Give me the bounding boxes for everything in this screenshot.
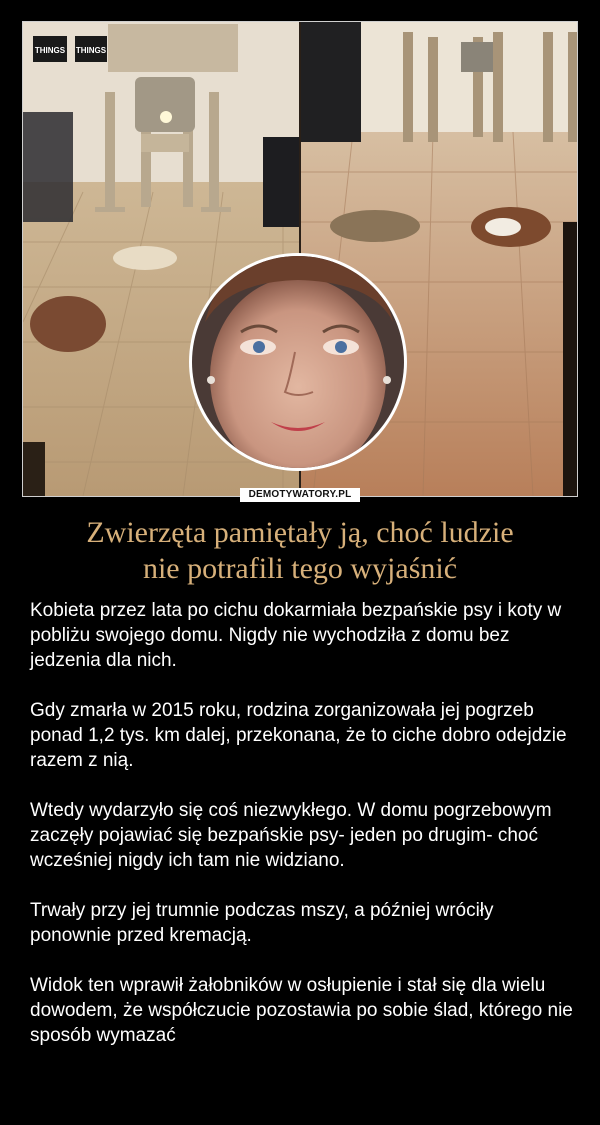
story-text: [30, 598, 575, 1073]
headline-line-2: nie potrafili tego wyjaśnić: [142, 552, 458, 585]
demotywatory-watermark: DEMOTYWATORY.PL: [240, 488, 360, 502]
story-paragraph-1: Kobieta przez lata po cichu dokarmiała bezpańskie psy i koty w pobliżu swojego domu. Nigdy nie wychodziła z domu bez jedzenia dla nich.: [30, 600, 562, 671]
demotivator-photo: [22, 21, 578, 497]
story-paragraph-2: Gdy zmarła w 2015 roku, rodzina zorganizowała jej pogrzeb ponad 1,2 tys. km dalej, przekonana, że to ciche dobro odejdzie razem z nią.: [30, 700, 567, 771]
headline: [0, 515, 600, 587]
badge-right-text: THINGS: [75, 46, 107, 55]
headline-line-1: Zwierzęta pamiętały ją, choć ludzie: [86, 516, 514, 549]
story-paragraph-3: Wtedy wydarzyło się coś niezwykłego. W domu pogrzebowym zaczęły pojawiać się bezpańskie psy- jeden po drugim- choć wcześniej nigdy ich tam nie widziano.: [30, 800, 552, 871]
story-paragraph-5: Widok ten wprawił żałobników w osłupienie i stał się dla wielu dowodem, że współczucie pozostawia po sobie ślad, którego nie sposób wymazać: [30, 975, 573, 1046]
badge-left-text: THINGS: [34, 46, 66, 55]
funeral-collage-image: [23, 22, 577, 496]
story-paragraph-4: Trwały przy jej trumnie podczas mszy, a później wróciły ponownie przed kremacją.: [30, 900, 494, 946]
